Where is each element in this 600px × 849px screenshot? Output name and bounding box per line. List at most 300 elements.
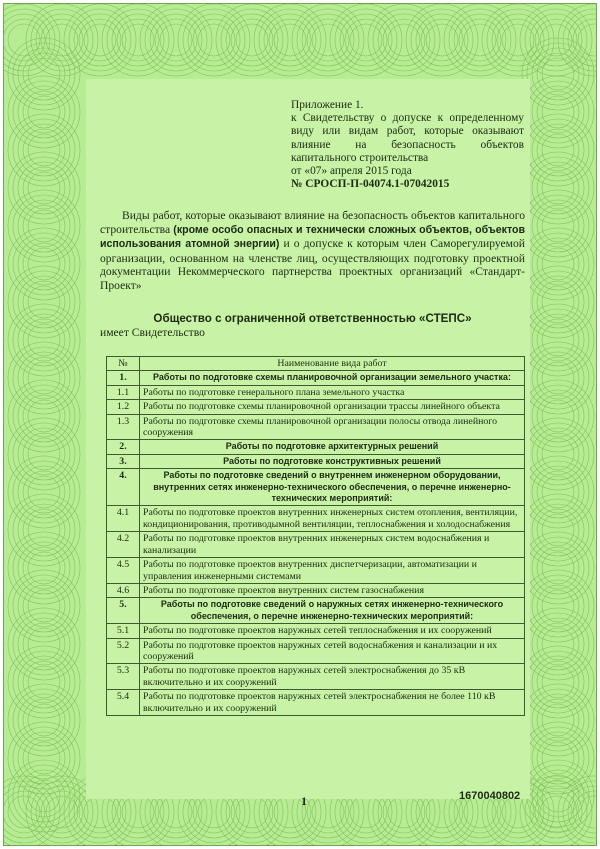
guilloche-ring [28,476,60,508]
row-work-name: Работы по подготовке проектов наружных сетей электроснабжения не более 110 кВ включительно и их сооружений [140,690,525,716]
table-row [107,664,525,690]
intro-text: Виды работ, которые оказывают влияние на безопасность объектов капитального строительства [100,209,525,236]
guilloche-ring [406,4,478,76]
table-row [107,400,525,414]
guilloche-ring [46,796,78,828]
guilloche-ring [532,466,584,518]
guilloche-ring [540,24,572,56]
guilloche-ring [226,14,278,66]
guilloche-ring [150,14,202,66]
guilloche-ring [522,570,594,642]
guilloche-ring [527,119,589,181]
row-work-name: Работы по подготовке проектов внутренних инженерных систем водоснабжения и канализации [140,532,525,558]
guilloche-ring [537,433,579,475]
guilloche-ring [28,96,60,128]
has-certificate-text: имеет Свидетельство [100,326,205,339]
guilloche-ring [522,342,594,414]
appendix-header [291,99,524,191]
table-row [107,414,525,440]
guilloche-ring [23,585,65,627]
table-row [107,506,525,532]
guilloche-ring [522,380,594,452]
table-section-row [107,469,525,506]
table-section-row [107,454,525,468]
guilloche-ring [378,14,430,66]
table-row [107,690,525,716]
table-row [107,583,525,597]
guilloche-ring [193,19,235,61]
guilloche-ring [23,471,65,513]
guilloche-ring [8,646,80,718]
row-number: 2. [107,440,140,454]
guilloche-ring [532,542,584,594]
guilloche-ring [8,152,80,224]
guilloche-ring [522,608,594,680]
guilloche-ring [8,380,80,452]
guilloche-ring [492,14,544,66]
row-work-name: Работы по подготовке схемы планировочной организации земельного участка: [140,371,525,385]
guilloche-ring [497,19,539,61]
table-section-row [107,440,525,454]
guilloche-ring [28,58,60,90]
guilloche-ring [18,200,70,252]
guilloche-ring [292,4,364,76]
guilloche-ring [578,24,597,56]
guilloche-ring [69,9,131,71]
guilloche-ring [28,438,60,470]
row-work-name: Работы по подготовке проектов наружных сетей электроснабжения до 35 кВ включительно и их сооружений [140,664,525,690]
guilloche-ring [388,24,420,56]
row-number: 4.5 [107,558,140,584]
guilloche-ring [8,760,80,832]
intro-paragraph [100,209,525,293]
guilloche-ring [537,357,579,399]
guilloche-ring [537,205,579,247]
guilloche-ring [23,775,65,817]
guilloche-ring [28,286,60,318]
guilloche-ring [8,456,80,528]
guilloche-ring [198,24,230,56]
guilloche-ring [464,24,496,56]
guilloche-ring [18,618,70,670]
guilloche-ring [522,456,594,528]
guilloche-ring [4,19,45,61]
guilloche-ring [532,276,584,328]
guilloche-ring [23,661,65,703]
guilloche-ring [537,129,579,171]
guilloche-ring [537,395,579,437]
guilloche-ring [8,494,80,566]
guilloche-ring [542,742,574,774]
guilloche-ring [23,547,65,589]
guilloche-ring [350,24,382,56]
guilloche-ring [269,19,311,61]
guilloche-ring [8,684,80,756]
row-work-name: Работы по подготовке проектов внутренних систем газоснабжения [140,583,525,597]
table-row [107,558,525,584]
guilloche-ring [8,76,80,148]
guilloche-ring [28,742,60,774]
appendix-date: от «07» апреля 2015 года [291,165,412,178]
row-number: 4.2 [107,532,140,558]
row-number: 4.1 [107,506,140,532]
guilloche-ring [64,4,136,76]
guilloche-ring [537,585,579,627]
guilloche-ring [542,96,574,128]
row-work-name: Работы по подготовке сведений о наружных сетях инженерно-технического обеспечения, о перечне инженерно-технических мероприятий: [140,598,525,624]
intro-text-continued: и о допуске к которым член Саморегулируемой организации, основанном на членстве лиц, осуществляющих подготовку проектной документации Некоммерческого партнерства проектных организаций «Стандарт-Проект» [100,237,525,292]
serial-number: 1670040802 [459,790,521,802]
guilloche-ring [23,699,65,741]
guilloche-ring [8,570,80,642]
guilloche-ring [8,342,80,414]
guilloche-ring [28,552,60,584]
guilloche-ring [537,737,579,779]
guilloche-ring [8,722,80,794]
guilloche-ring [18,124,70,176]
guilloche-ring [527,43,589,105]
guilloche-ring [537,319,579,361]
guilloche-ring [8,418,80,490]
guilloche-ring [537,91,579,133]
guilloche-ring [350,796,382,828]
guilloche-ring [542,324,574,356]
guilloche-ring [542,666,574,698]
guilloche-ring [28,400,60,432]
guilloche-ring [23,433,65,475]
guilloche-ring [122,796,154,828]
row-work-name: Работы по подготовке конструктивных решений [140,454,525,468]
guilloche-ring [28,248,60,280]
guilloche-ring [23,129,65,171]
guilloche-ring [26,4,98,76]
guilloche-ring [8,796,40,828]
guilloche-ring [8,532,80,604]
guilloche-ring [542,172,574,204]
guilloche-ring [23,319,65,361]
guilloche-ring [542,514,574,546]
guilloche-ring [532,694,584,746]
guilloche-ring [188,14,240,66]
guilloche-ring [264,14,316,66]
guilloche-ring [178,4,250,76]
guilloche-ring [122,24,154,56]
certificate-number: № СРОСП-П-04074.1-07042015 [291,178,450,191]
row-number: 5.4 [107,690,140,716]
guilloche-ring [537,167,579,209]
row-work-name: Работы по подготовке проектов наружных сетей теплоснабжения и их сооружений [140,624,525,638]
guilloche-ring [46,24,78,56]
guilloche-ring [532,314,584,366]
guilloche-ring [254,4,326,76]
guilloche-ring [145,9,207,71]
guilloche-ring [312,24,344,56]
intro-bold-text: (кроме особо опасных и технически сложных объектов, объектов использования атомной энергии) [100,223,525,251]
guilloche-ring [532,238,584,290]
guilloche-ring [8,266,80,338]
guilloche-ring [307,19,349,61]
guilloche-ring [522,304,594,376]
guilloche-ring [23,167,65,209]
guilloche-ring [542,362,574,394]
guilloche-ring [388,796,420,828]
guilloche-ring [117,19,159,61]
guilloche-ring [155,19,197,61]
guilloche-ring [18,48,70,100]
guilloche-ring [23,509,65,551]
guilloche-ring [482,4,554,76]
row-work-name: Работы по подготовке проектов внутренних диспетчеризации, автоматизации и управления инженерными системами [140,558,525,584]
guilloche-ring [568,786,597,838]
guilloche-ring [274,24,306,56]
guilloche-ring [454,14,506,66]
guilloche-ring [23,357,65,399]
guilloche-ring [236,796,268,828]
guilloche-ring [573,19,597,61]
guilloche-ring [568,14,597,66]
table-row [107,638,525,664]
guilloche-ring [421,19,463,61]
appendix-line: виду или видам работ, которые оказывают [291,125,524,138]
guilloche-ring [84,24,116,56]
row-work-name: Работы по подготовке генерального плана земельного участка [140,385,525,399]
guilloche-ring [459,19,501,61]
guilloche-ring [236,24,268,56]
guilloche-ring [41,19,83,61]
guilloche-ring [426,796,458,828]
guilloche-ring [79,19,121,61]
appendix-line: капитального строительства [291,151,429,164]
guilloche-ring [231,19,273,61]
guilloche-ring [532,162,584,214]
guilloche-ring [18,428,70,480]
guilloche-ring [18,656,70,708]
guilloche-ring [13,81,75,143]
appendix-line: к Свидетельству о допуске к определенному [291,112,524,125]
row-number: 1.3 [107,414,140,440]
row-number: 5.3 [107,664,140,690]
guilloche-ring [216,4,288,76]
guilloche-ring [8,228,80,300]
guilloche-ring [537,699,579,741]
guilloche-ring [558,4,597,76]
row-number: 4. [107,469,140,506]
guilloche-ring [183,9,245,71]
guilloche-ring [522,646,594,718]
guilloche-ring [532,124,584,176]
guilloche-ring [537,661,579,703]
guilloche-ring [426,24,458,56]
guilloche-ring [522,494,594,566]
row-number: 1. [107,371,140,385]
certificate-sheet [3,3,597,846]
guilloche-ring [13,195,75,257]
guilloche-ring [542,552,574,584]
guilloche-ring [28,324,60,356]
guilloche-ring [28,172,60,204]
guilloche-ring [23,737,65,779]
guilloche-ring [522,38,594,110]
row-work-name: Работы по подготовке проектов наружных сетей водоснабжения и канализации и их сооружений [140,638,525,664]
table-section-row [107,598,525,624]
header-work-name: Наименование вида работ [140,357,525,371]
row-work-name: Работы по подготовке проектов внутренних инженерных систем отопления, вентиляции, кондиционирования, противодымной вентиляции, теплоснабжения и холодоснабжения [140,506,525,532]
guilloche-ring [542,704,574,736]
row-work-name: Работы по подготовке архитектурных решений [140,440,525,454]
guilloche-ring [8,608,80,680]
guilloche-ring [532,86,584,138]
guilloche-ring [8,24,40,56]
guilloche-ring [522,152,594,224]
guilloche-ring [532,504,584,556]
guilloche-ring [520,4,592,76]
guilloche-ring [18,390,70,442]
guilloche-ring [8,114,80,186]
row-number: 5.1 [107,624,140,638]
guilloche-ring [23,395,65,437]
row-number: 1.2 [107,400,140,414]
guilloche-ring [416,14,468,66]
guilloche-ring [13,119,75,181]
guilloche-ring [28,628,60,660]
row-number: 4.6 [107,583,140,597]
guilloche-ring [522,266,594,338]
guilloche-ring [18,238,70,290]
row-number: 5. [107,598,140,624]
guilloche-ring [522,114,594,186]
row-number: 1.1 [107,385,140,399]
guilloche-ring [13,43,75,105]
guilloche-ring [28,780,60,812]
row-work-name: Работы по подготовке схемы планировочной организации полосы отвода линейного сооружения [140,414,525,440]
guilloche-ring [23,623,65,665]
guilloche-ring [18,694,70,746]
guilloche-ring [522,228,594,300]
guilloche-ring [542,248,574,280]
guilloche-ring [542,58,574,90]
guilloche-ring [542,476,574,508]
guilloche-ring [18,276,70,328]
guilloche-ring [23,205,65,247]
guilloche-ring [23,243,65,285]
guilloche-ring [542,590,574,622]
header-number: № [107,357,140,371]
guilloche-ring [8,190,80,262]
row-number: 5.2 [107,638,140,664]
guilloche-ring [522,684,594,756]
guilloche-ring [542,134,574,166]
guilloche-ring [112,14,164,66]
guilloche-ring [537,509,579,551]
guilloche-ring [18,314,70,366]
guilloche-ring [578,796,597,828]
guilloche-ring [532,428,584,480]
row-number: 3. [107,454,140,468]
guilloche-ring [537,243,579,285]
guilloche-ring [18,466,70,518]
guilloche-ring [28,362,60,394]
guilloche-ring [18,732,70,784]
guilloche-ring [532,200,584,252]
guilloche-ring [23,91,65,133]
guilloche-ring [532,352,584,404]
guilloche-ring [74,14,126,66]
guilloche-ring [537,471,579,513]
guilloche-ring [302,14,354,66]
guilloche-ring [444,4,516,76]
guilloche-ring [18,86,70,138]
guilloche-ring [18,542,70,594]
guilloche-ring [532,580,584,632]
guilloche-ring [28,210,60,242]
guilloche-ring [28,514,60,546]
guilloche-ring [18,162,70,214]
guilloche-ring [28,704,60,736]
guilloche-ring [345,19,387,61]
organization-name: Общество с ограниченной ответственностью «СТЕПС» [153,312,472,325]
guilloche-ring [13,157,75,219]
guilloche-ring [8,304,80,376]
guilloche-ring [28,666,60,698]
guilloche-ring [542,210,574,242]
guilloche-ring [502,24,534,56]
guilloche-ring [23,281,65,323]
guilloche-ring [542,438,574,470]
guilloche-ring [527,81,589,143]
guilloche-ring [160,24,192,56]
guilloche-ring [340,14,392,66]
guilloche-ring [107,9,169,71]
guilloche-ring [542,628,574,660]
guilloche-ring [18,352,70,404]
row-work-name: Работы по подготовке схемы планировочной организации трассы линейного объекта [140,400,525,414]
guilloche-ring [527,157,589,219]
guilloche-ring [312,796,344,828]
works-table [106,356,525,716]
guilloche-ring [102,4,174,76]
table-row [107,532,525,558]
guilloche-ring [542,286,574,318]
appendix-line: влияние на безопасность объектов [291,138,524,151]
guilloche-ring [522,418,594,490]
guilloche-ring [8,38,80,110]
guilloche-ring [532,656,584,708]
table-header-row [107,357,525,371]
page-number: 1 [301,794,307,808]
guilloche-ring [522,532,594,604]
guilloche-ring [542,400,574,432]
guilloche-ring [383,19,425,61]
guilloche-ring [368,4,440,76]
guilloche-ring [84,796,116,828]
guilloche-ring [160,796,192,828]
table-row [107,624,525,638]
guilloche-ring [532,390,584,442]
guilloche-ring [18,580,70,632]
table-row [107,385,525,399]
guilloche-ring [527,195,589,257]
guilloche-ring [28,134,60,166]
guilloche-ring [18,504,70,556]
appendix-title: Приложение 1. [291,99,364,111]
guilloche-ring [522,190,594,262]
guilloche-ring [28,590,60,622]
row-work-name: Работы по подготовке сведений о внутреннем инженерном оборудовании, внутренних сетях инженерно-технического обеспечения, о перечне инженерно-технических мероприятий: [140,469,525,506]
guilloche-ring [23,53,65,95]
guilloche-ring [537,623,579,665]
guilloche-ring [537,547,579,589]
guilloche-ring [532,618,584,670]
